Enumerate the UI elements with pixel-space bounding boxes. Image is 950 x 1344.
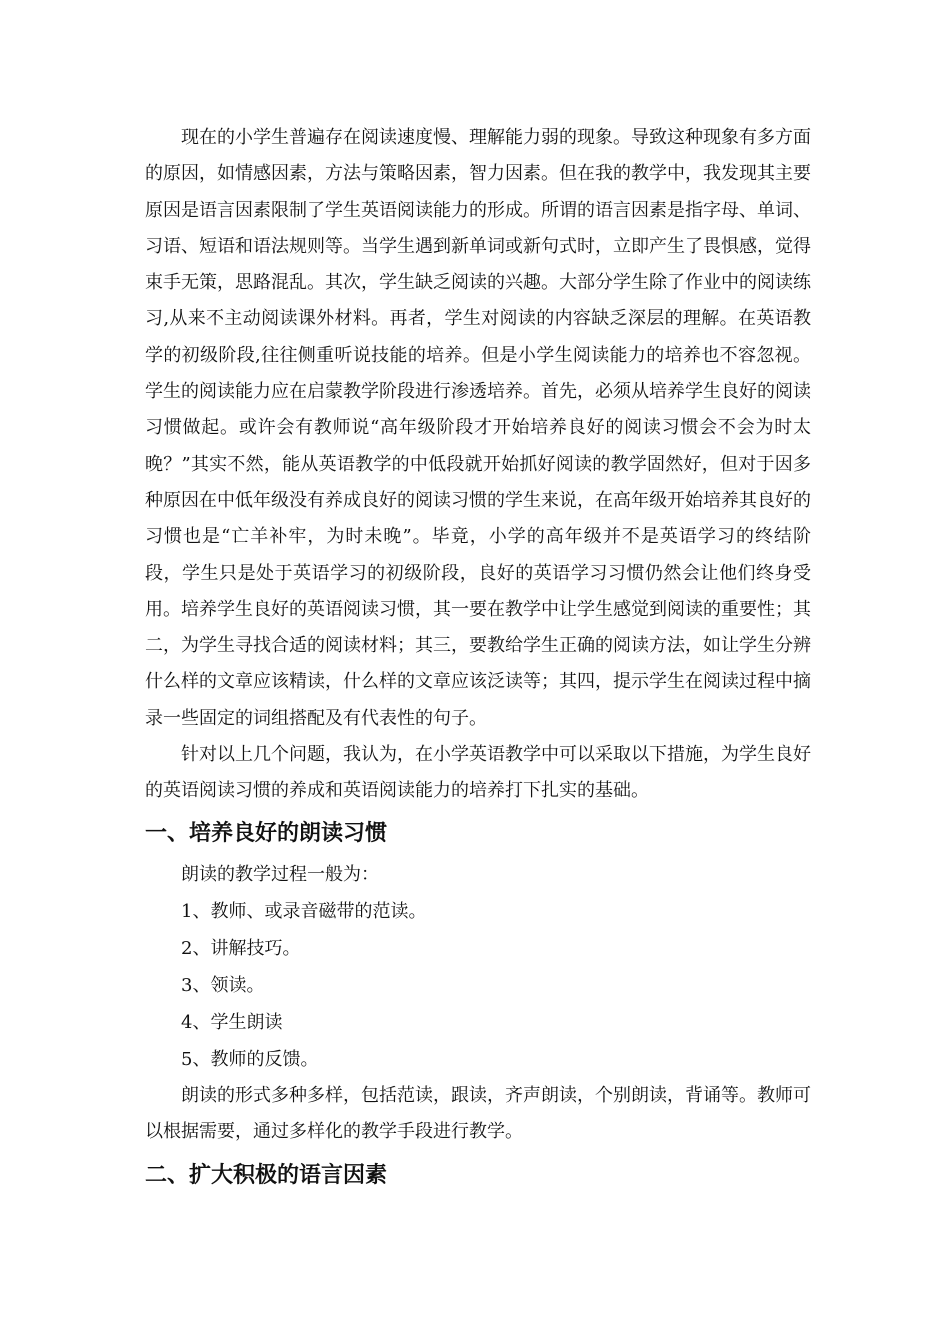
document-page [145,120,811,1198]
step-item-3: 3、领读。 [181,974,265,996]
intro-paragraph-2: 针对以上几个问题，我认为，在小学英语教学中可以采取以下措施，为学生良好的英语阅读习惯的养成和英语阅读能力的培养打下扎实的基础。 [145,744,811,802]
step-item-1: 1、教师、或录音磁带的范读。 [181,900,427,922]
section-heading-2: 二、扩大积极的语言因素 [145,1163,388,1189]
step-item-4: 4、学生朗读 [181,1011,283,1033]
section-heading-1: 一、培养良好的朗读习惯 [145,820,388,846]
section1-intro: 朗读的教学过程一般为： [181,863,379,885]
step-item-5: 5、教师的反馈。 [181,1048,319,1070]
section1-closing-paragraph: 朗读的形式多种多样，包括范读，跟读，齐声朗读，个别朗读，背诵等。教师可以根据需要，通过多样化的教学手段进行教学。 [145,1084,811,1142]
intro-paragraph-1: 现在的小学生普遍存在阅读速度慢、理解能力弱的现象。导致这种现象有多方面的原因，如情感因素，方法与策略因素，智力因素。但在我的教学中，我发现其主要原因是语言因素限制了学生英语阅读能力的形成。所谓的语言因素是指字母、单词、习语、短语和语法规则等。当学生遇到新单词或新句式时，立即产生了畏惧感，觉得束手无策，思路混乱。其次，学生缺乏阅读的兴趣。大部分学生除了作业中的阅读练习,从来不主动阅读课外材料。再者，学生对阅读的内容缺乏深层的理解。在英语教学的初级阶段,往往侧重听说技能的培养。但是小学生阅读能力的培养也不容忽视。学生的阅读能力应在启蒙教学阶段进行渗透培养。首先，必须从培养学生良好的阅读习惯做起。或许会有教师说“高年级阶段才开始培养良好的阅读习惯会不会为时太晚？”其实不然，能从英语教学的中低段就开始抓好阅读的教学固然好，但对于因多种原因在中低年级没有养成良好的阅读习惯的学生来说，在高年级开始培养其良好的习惯也是“亡羊补牢，为时未晚”。毕竟，小学的高年级并不是英语学习的终结阶段，学生只是处于英语学习的初级阶段，良好的英语学习习惯仍然会让他们终身受用。培养学生良好的英语阅读习惯，其一要在教学中让学生感觉到阅读的重要性；其二，为学生寻找合适的阅读材料；其三，要教给学生正确的阅读方法，如让学生分辨什么样的文章应该精读，什么样的文章应该泛读等；其四，提示学生在阅读过程中摘录一些固定的词组搭配及有代表性的句子。 [145,127,811,729]
step-item-2: 2、讲解技巧。 [181,937,301,959]
